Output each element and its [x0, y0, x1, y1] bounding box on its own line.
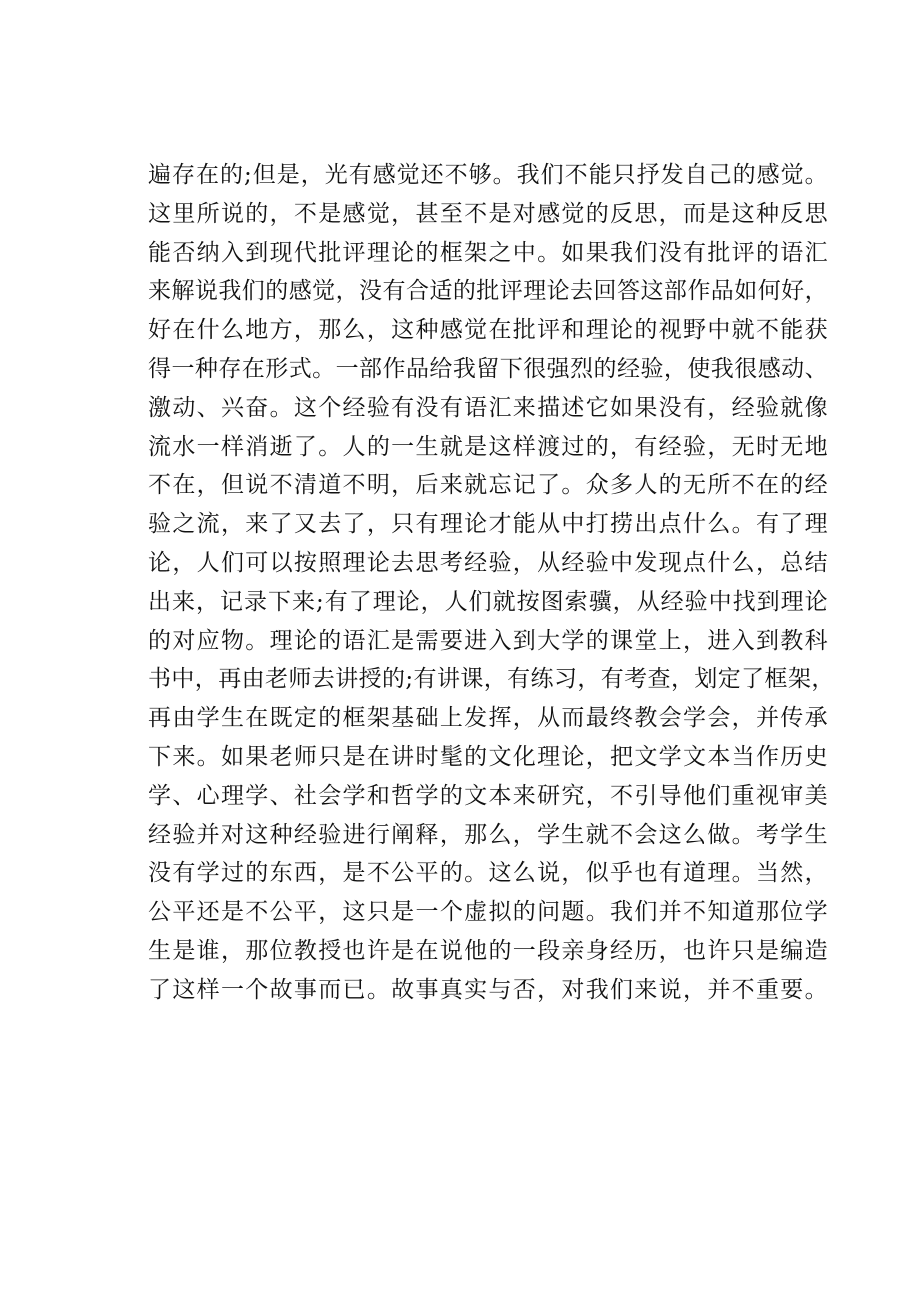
text-line-6: 得一种存在形式。一部作品给我留下很强烈的经验，使我很感动、 [148, 355, 828, 382]
text-line-18: 经验并对这种经验进行阐释，那么，学生就不会这么做。考学生 [148, 821, 828, 848]
text-line-16: 下来。如果老师只是在讲时髦的文化理论，把文学文本当作历史 [148, 743, 828, 770]
text-line-5: 好在什么地方，那么，这种感觉在批评和理论的视野中就不能获 [148, 317, 828, 344]
text-line-9: 不在，但说不清道不明，后来就忘记了。众多人的无所不在的经 [148, 472, 828, 499]
text-line-14: 书中，再由老师去讲授的;有讲课，有练习，有考查，划定了框架， [148, 666, 835, 693]
text-line-2: 这里所说的，不是感觉，甚至不是对感觉的反思，而是这种反思 [148, 200, 828, 227]
text-line-20: 公平还是不公平，这只是一个虚拟的问题。我们并不知道那位学 [148, 899, 828, 926]
text-line-7: 激动、兴奋。这个经验有没有语汇来描述它如果没有，经验就像 [148, 394, 828, 421]
body-text [148, 156, 835, 1010]
text-line-1: 遍存在的;但是，光有感觉还不够。我们不能只抒发自己的感觉。 [148, 162, 828, 188]
text-line-21: 生是谁，那位教授也许是在说他的一段亲身经历，也许只是编造 [148, 937, 828, 964]
text-line-13: 的对应物。理论的语汇是需要进入到大学的课堂上，进入到教科 [148, 627, 828, 654]
text-line-10: 验之流，来了又去了，只有理论才能从中打捞出点什么。有了理 [148, 511, 828, 538]
text-line-11: 论，人们可以按照理论去思考经验，从经验中发现点什么，总结 [148, 549, 828, 576]
text-line-22: 了这样一个故事而已。故事真实与否，对我们来说，并不重要。 [148, 976, 828, 1003]
text-line-12: 出来，记录下来;有了理论，人们就按图索骥，从经验中找到理论 [148, 588, 828, 615]
text-line-15: 再由学生在既定的框架基础上发挥，从而最终教会学会，并传承 [148, 705, 828, 732]
text-line-17: 学、心理学、社会学和哲学的文本来研究，不引导他们重视审美 [148, 782, 828, 809]
text-line-8: 流水一样消逝了。人的一生就是这样渡过的，有经验，无时无地 [148, 433, 828, 460]
text-line-19: 没有学过的东西，是不公平的。这么说，似乎也有道理。当然， [148, 860, 828, 887]
text-line-4: 来解说我们的感觉，没有合适的批评理论去回答这部作品如何好， [148, 278, 828, 305]
text-line-3: 能否纳入到现代批评理论的框架之中。如果我们没有批评的语汇 [148, 239, 828, 266]
